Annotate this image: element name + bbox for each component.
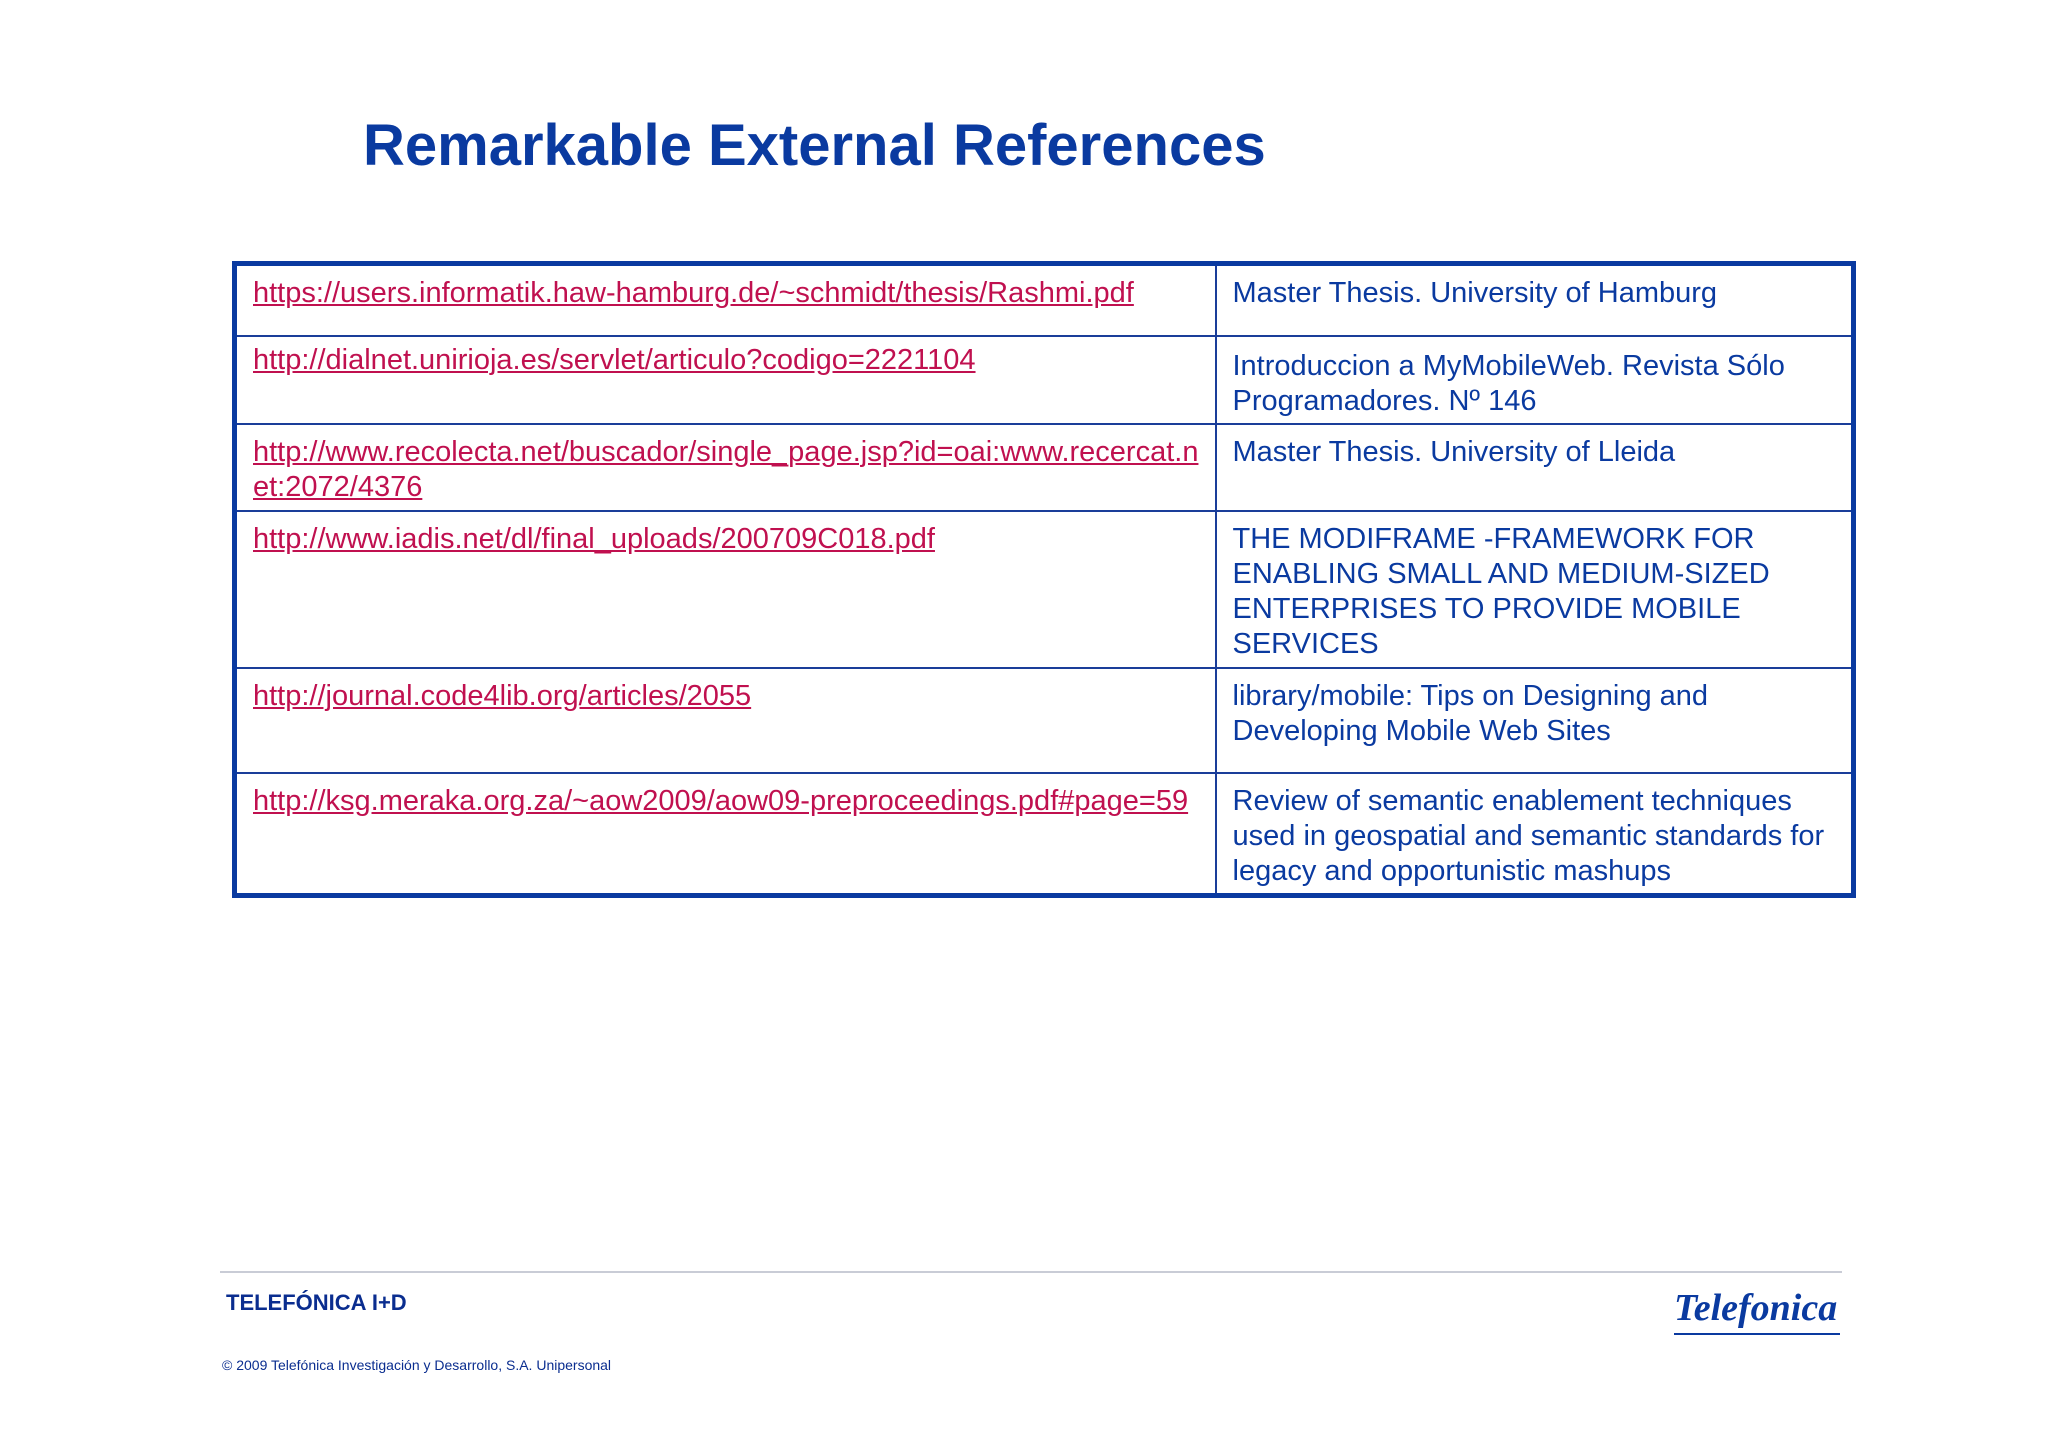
logo-wordmark: Telefonica: [1674, 1287, 1838, 1329]
url-cell: [235, 773, 1216, 896]
table-row: [235, 668, 1854, 773]
description-cell: Review of semantic enablement techniques used in geospatial and semantic standards for legacy and opportunistic mashups: [1216, 773, 1854, 896]
url-cell: [235, 668, 1216, 773]
footer-copyright: © 2009 Telefónica Investigación y Desarrollo, S.A. Unipersonal: [222, 1357, 612, 1373]
telefonica-logo-icon: [1670, 1284, 1842, 1340]
description-cell: Master Thesis. University of Hamburg: [1216, 264, 1854, 336]
table-row: [235, 773, 1854, 896]
reference-link[interactable]: https://users.informatik.haw-hamburg.de/~schmidt/thesis/Rashmi.pdf: [253, 277, 1134, 309]
url-cell: [235, 336, 1216, 424]
url-cell: [235, 264, 1216, 336]
reference-link[interactable]: http://ksg.meraka.org.za/~aow2009/aow09-preproceedings.pdf#page=59: [253, 784, 1189, 817]
description-cell: library/mobile: Tips on Designing and Developing Mobile Web Sites: [1216, 668, 1854, 773]
table-row: [235, 336, 1854, 424]
reference-link[interactable]: http://www.recolecta.net/buscador/single_page.jsp?id=oai:www.recercat.net:2072/4376: [253, 435, 1199, 503]
url-cell: [235, 424, 1216, 511]
page-title: Remarkable External References: [363, 113, 1266, 178]
reference-link[interactable]: http://www.iadis.net/dl/final_uploads/200709C018.pdf: [253, 522, 935, 555]
table-row: [235, 424, 1854, 511]
table-row: [235, 511, 1854, 668]
description-cell: Master Thesis. University of Lleida: [1216, 424, 1854, 511]
reference-link[interactable]: http://journal.code4lib.org/articles/2055: [253, 679, 752, 712]
footer-brand: TELEFÓNICA I+D: [226, 1290, 407, 1315]
references-table: [232, 261, 1856, 898]
footer-divider: [220, 1271, 1842, 1273]
description-cell: Introduccion a MyMobileWeb. Revista Sólo Programadores. Nº 146: [1216, 336, 1854, 424]
reference-link[interactable]: http://dialnet.unirioja.es/servlet/articulo?codigo=2221104: [253, 343, 976, 376]
description-cell: THE MODIFRAME -FRAMEWORK FOR ENABLING SMALL AND MEDIUM-SIZED ENTERPRISES TO PROVIDE MOBILE SERVICES: [1216, 511, 1854, 668]
url-cell: [235, 511, 1216, 668]
table-row: [235, 264, 1854, 336]
